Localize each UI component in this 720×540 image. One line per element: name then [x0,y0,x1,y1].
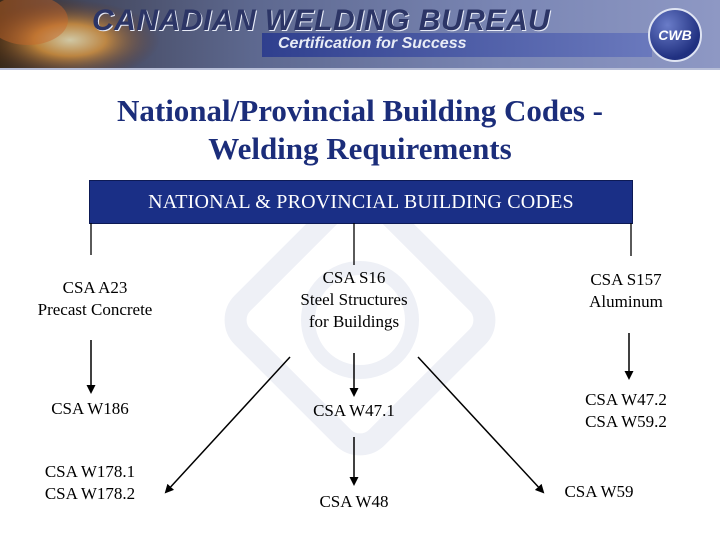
slide-title-line-1: National/Provincial Building Codes - [116,93,604,128]
csa-w59-2-label: CSA W59.2 [585,412,667,431]
node-csa-s157 [556,269,696,313]
csa-s157-desc: Aluminum [589,292,663,311]
node-csa-w47-1 [284,400,424,422]
csa-w59-label: CSA W59 [564,482,634,501]
brand-title: CANADIAN WELDING BUREAU [92,4,551,37]
brand-subtitle: Certification for Success [278,35,467,52]
logo-text: CWB [658,27,692,43]
node-csa-w48 [284,491,424,513]
csa-a23-label: CSA A23 [62,278,128,297]
csa-w178-1-label: CSA W178.1 [44,462,136,481]
arrow-s16-w178 [166,357,290,492]
csa-w178-2-label: CSA W178.2 [44,484,136,503]
node-csa-w47-2-w59-2 [556,389,696,433]
node-csa-w186 [20,398,160,420]
node-csa-w178 [20,461,160,505]
node-csa-a23 [20,277,170,321]
building-codes-box: NATIONAL & PROVINCIAL BUILDING CODES [90,181,632,223]
csa-s16-label: CSA S16 [322,268,386,287]
csa-w48-label: CSA W48 [319,492,389,511]
arrow-s16-w59 [418,357,543,492]
csa-w186-label: CSA W186 [51,399,129,418]
csa-s16-desc-2: for Buildings [308,312,400,331]
node-csa-s16 [264,267,444,333]
csa-s157-label: CSA S157 [590,270,662,289]
node-csa-w59 [529,481,669,503]
csa-w47-1-label: CSA W47.1 [313,401,395,420]
csa-s16-desc-1: Steel Structures [300,290,408,309]
slide-title-line-2: Welding Requirements [208,131,512,166]
csa-a23-desc: Precast Concrete [37,300,153,319]
csa-w47-2-label: CSA W47.2 [585,390,667,409]
